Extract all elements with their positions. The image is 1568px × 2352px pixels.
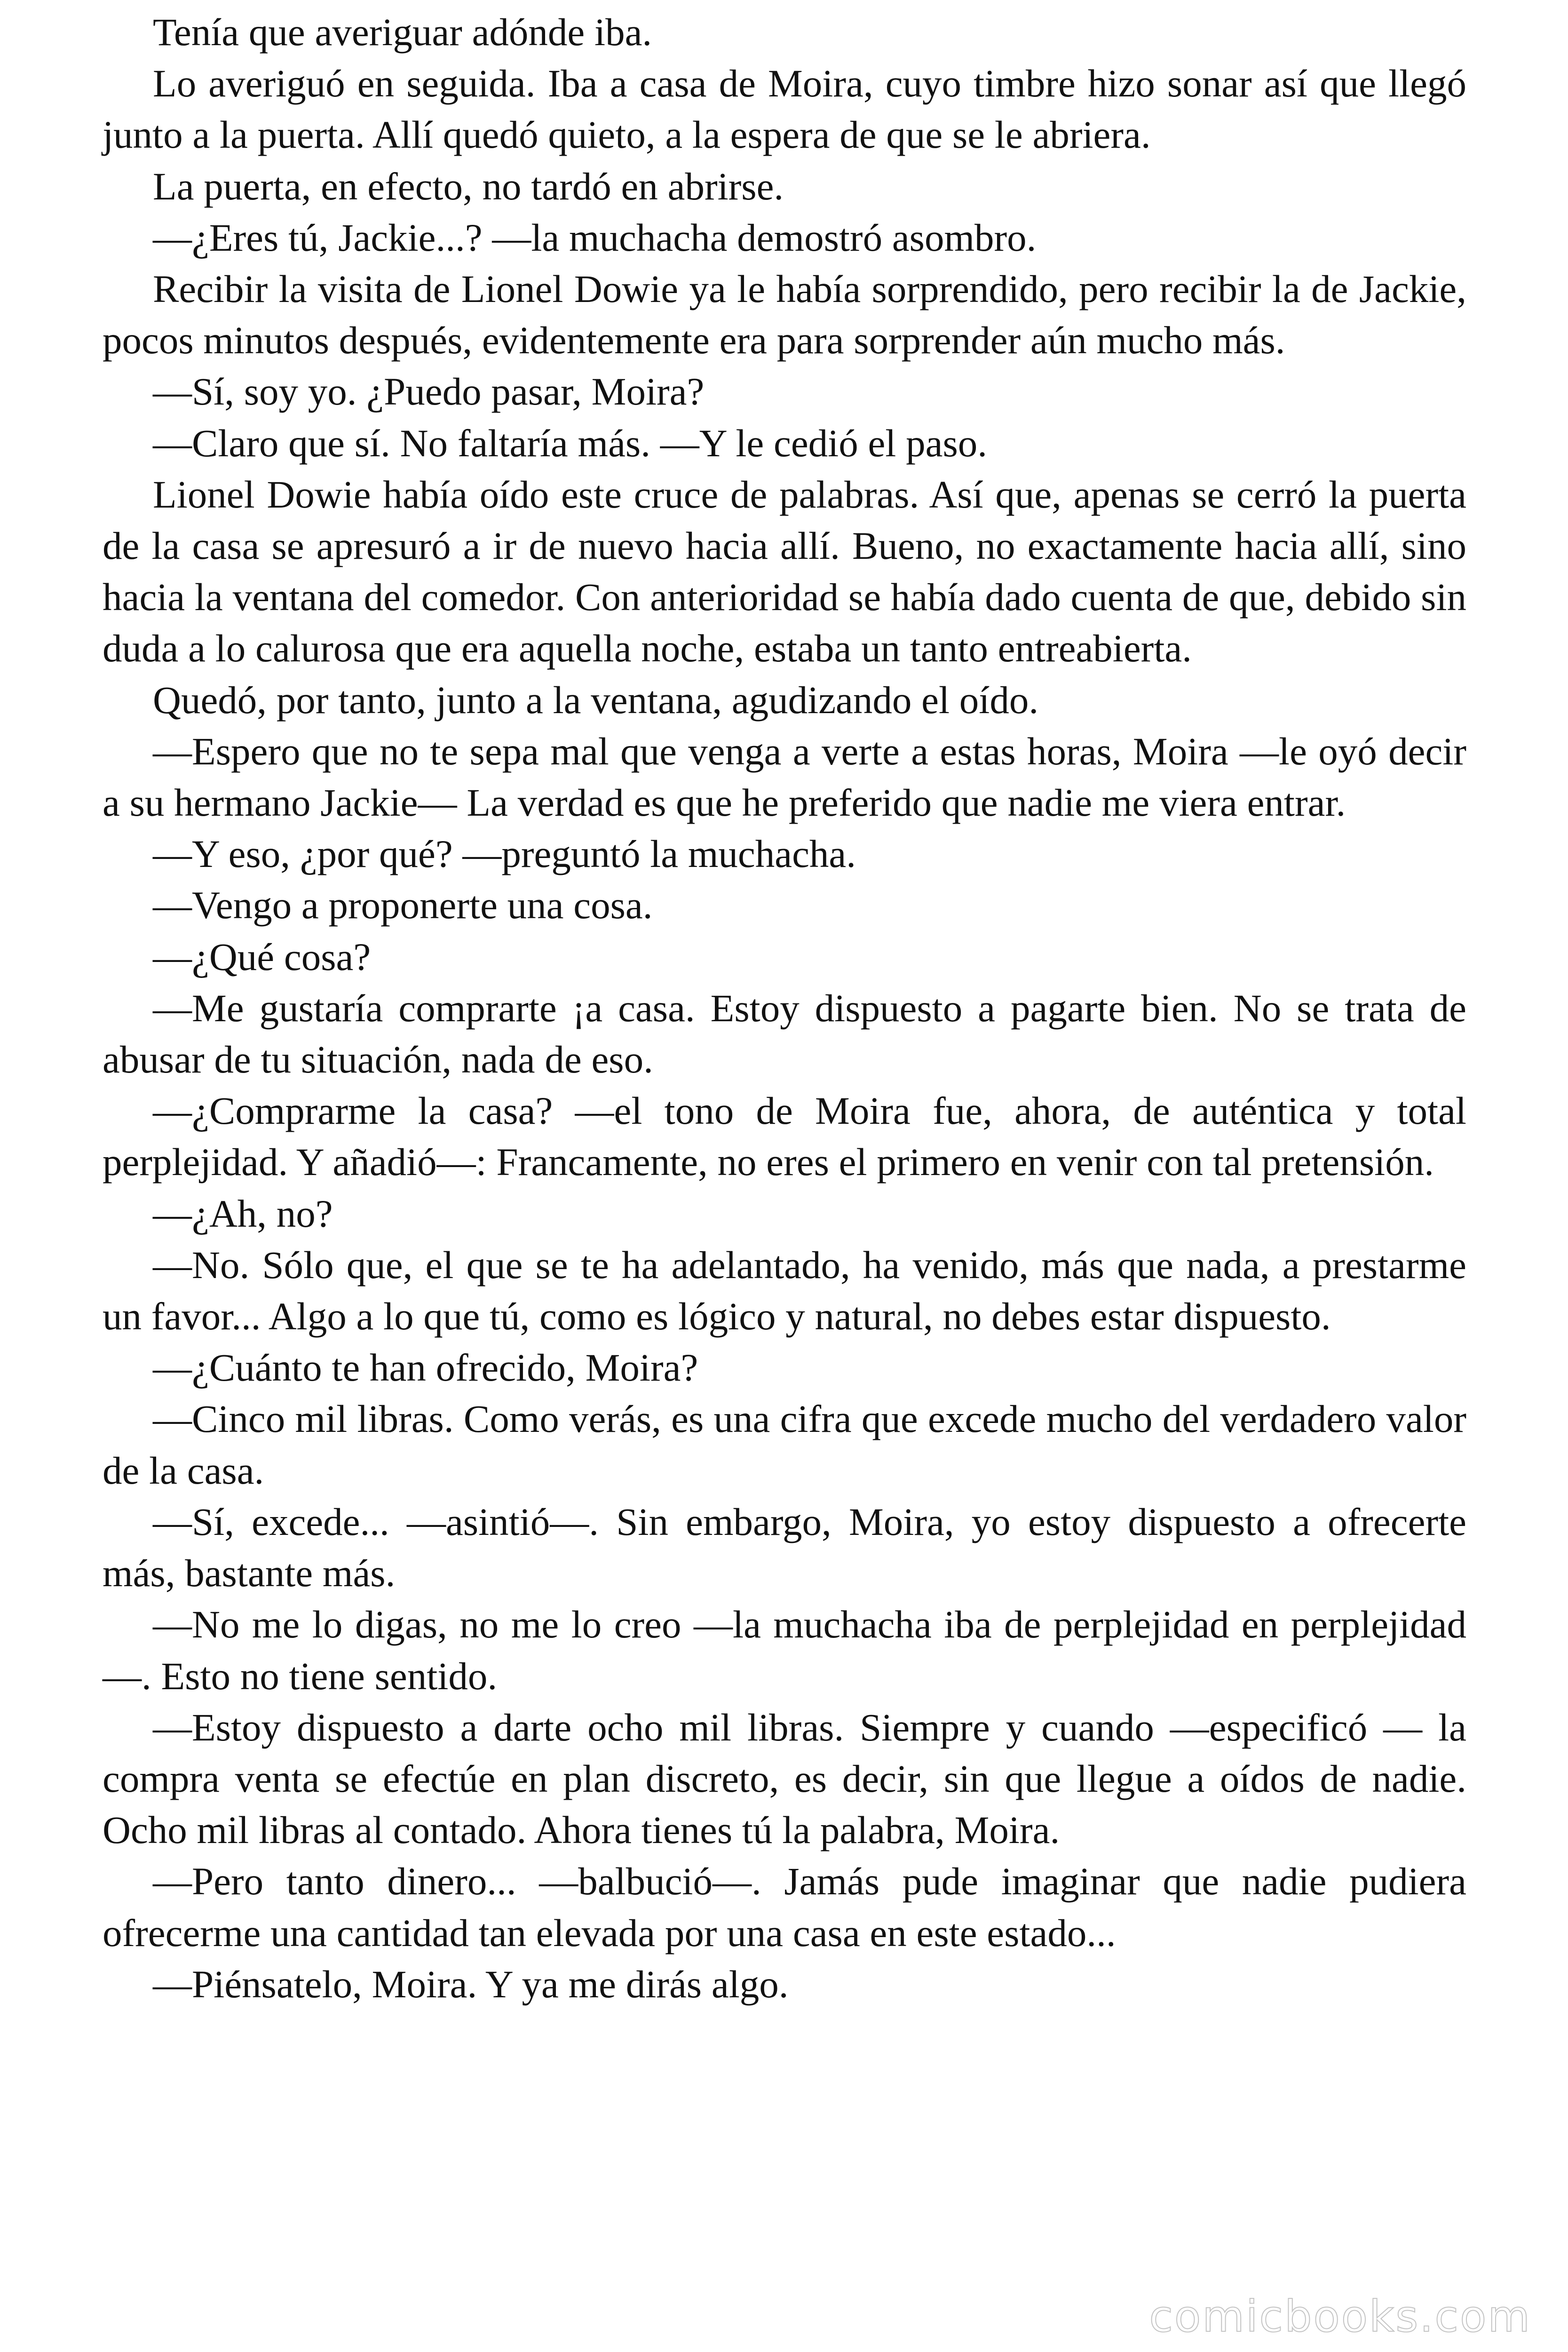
paragraph: —¿Comprarme la casa? —el tono de Moira fue, ahora, de auténtica y total perplejidad. Y añadió—: Francamente, no eres el primero en venir con tal pretensión. [103, 1089, 1466, 1184]
paragraph: Recibir la visita de Lionel Dowie ya le había sorprendido, pero recibir la de Jackie, pocos minutos después, evidentemente era para sorprender aún mucho más. [103, 267, 1466, 362]
paragraph: —Sí, excede... —asintió—. Sin embargo, Moira, yo estoy dispuesto a ofrecerte más, bastante más. [103, 1500, 1466, 1595]
paragraph: —Claro que sí. No faltaría más. —Y le cedió el paso. [153, 421, 988, 465]
paragraph: —Estoy dispuesto a darte ocho mil libras. Siempre y cuando —especificó — la compra venta se efectúe en plan discreto, es decir, sin que llegue a oídos de nadie. Ocho mil libras al contado. Ahora tienes tú la palabra, Moira. [103, 1705, 1466, 1852]
paragraph: Lo averiguó en seguida. Iba a casa de Moira, cuyo timbre hizo sonar así que llegó junto a la puerta. Allí quedó quieto, a la espera de que se le abriera. [103, 62, 1466, 157]
paragraph: Tenía que averiguar adónde iba. [153, 10, 652, 54]
paragraph: —¿Qué cosa? [153, 935, 371, 978]
watermark: comicbooks.com [1149, 2291, 1531, 2342]
paragraph: —Piénsatelo, Moira. Y ya me dirás algo. [153, 1962, 789, 2006]
paragraph: —Pero tanto dinero... —balbució—. Jamás pude imaginar que nadie pudiera ofrecerme una cantidad tan elevada por una casa en este estado... [103, 1859, 1466, 1955]
paragraph: —¿Cuánto te han ofrecido, Moira? [153, 1346, 698, 1390]
paragraph: —Sí, soy yo. ¿Puedo pasar, Moira? [153, 370, 705, 413]
paragraph: —¿Eres tú, Jackie...? —la muchacha demostró asombro. [153, 215, 1037, 259]
paragraph: —Y eso, ¿por qué? —preguntó la muchacha. [153, 832, 856, 876]
paragraph: La puerta, en efecto, no tardó en abrirse. [153, 164, 784, 208]
paragraph: —Espero que no te sepa mal que venga a verte a estas horas, Moira —le oyó decir a su hermano Jackie— La verdad es que he preferido que nadie me viera entrar. [103, 729, 1466, 825]
body-text [103, 7, 1466, 2010]
paragraph: —No. Sólo que, el que se te ha adelantado, ha venido, más que nada, a prestarme un favor... Algo a lo que tú, como es lógico y natural, no debes estar dispuesto. [103, 1243, 1466, 1338]
paragraph: —Me gustaría comprarte ¡a casa. Estoy dispuesto a pagarte bien. No se trata de abusar de tu situación, nada de eso. [103, 986, 1466, 1081]
paragraph: —Vengo a proponerte una cosa. [153, 883, 653, 927]
paragraph: Lionel Dowie había oído este cruce de palabras. Así que, apenas se cerró la puerta de la casa se apresuró a ir de nuevo hacia allí. Bueno, no exactamente hacia allí, sino hacia la ventana del comedor. Con anterioridad se había dado cuenta de que, debido sin duda a lo calurosa que era aquella noche, estaba un tanto entreabierta. [103, 472, 1466, 670]
paragraph: —¿Ah, no? [153, 1192, 333, 1235]
paragraph: Quedó, por tanto, junto a la ventana, agudizando el oído. [153, 678, 1039, 722]
paragraph: —Cinco mil libras. Como verás, es una cifra que excede mucho del verdadero valor de la casa. [103, 1397, 1466, 1492]
paragraph: —No me lo digas, no me lo creo —la muchacha iba de perplejidad en perplejidad—. Esto no tiene sentido. [103, 1603, 1466, 1698]
